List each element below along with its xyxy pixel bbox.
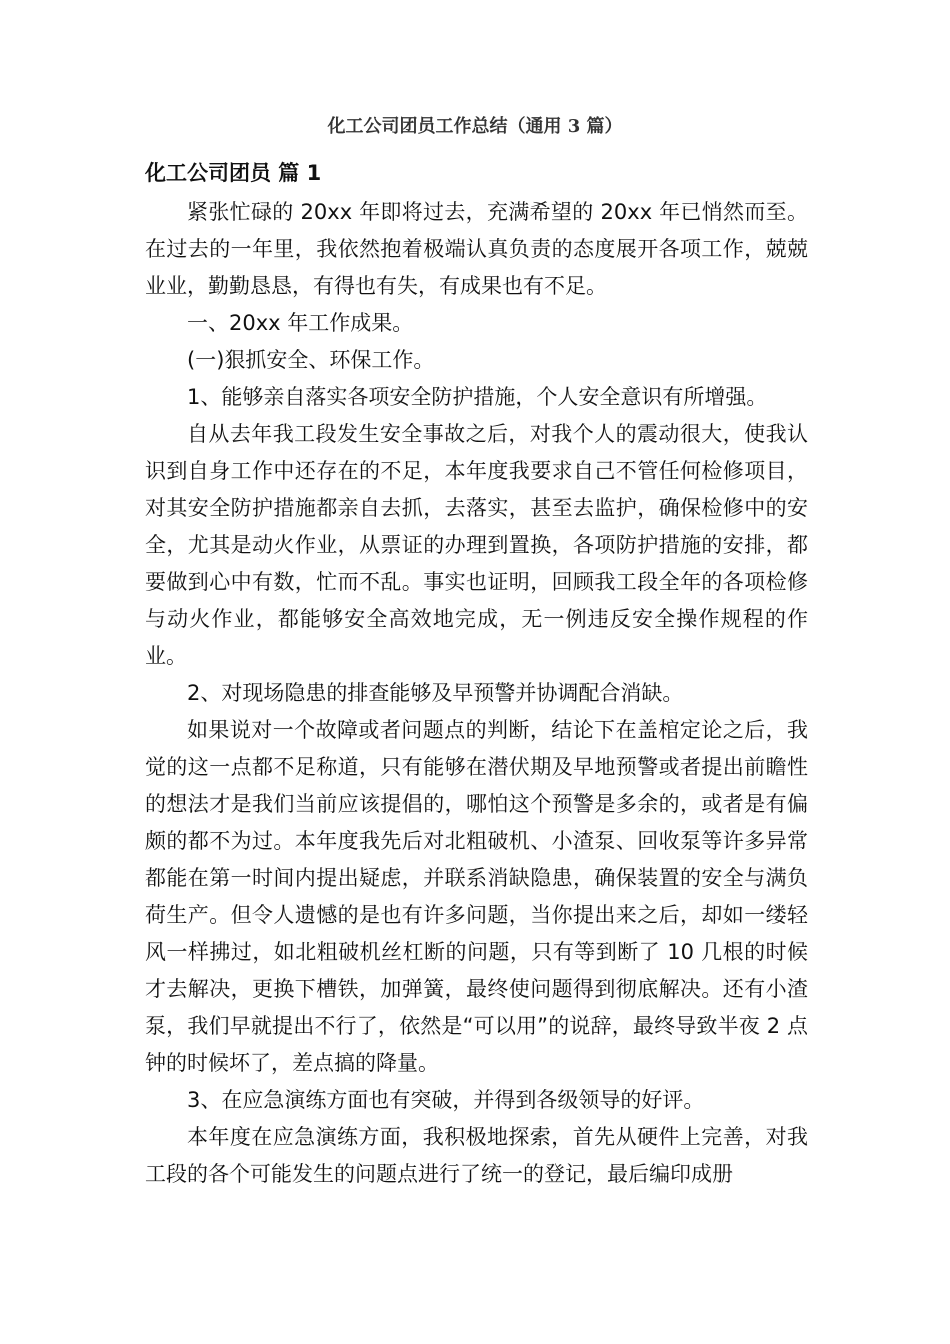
- document-title: 化工公司团员工作总结（通用 3 篇）: [327, 116, 623, 137]
- paragraph-heading-safety: (一)狠抓安全、环保工作。: [187, 348, 435, 372]
- document-body: [145, 194, 808, 1193]
- paragraph-intro: 紧张忙碌的 20xx 年即将过去，充满希望的 20xx 年已悄然而至。在过去的一年里，我依然抱着极端认真负责的态度展开各项工作，兢兢业业，勤勤恳恳，有得也有失，有成果也有不足。: [145, 200, 808, 298]
- paragraph-point-3: 3、在应急演练方面也有突破，并得到各级领导的好评。: [187, 1088, 705, 1112]
- paragraph-point-2: 2、对现场隐患的排查能够及早预警并协调配合消缺。: [187, 681, 684, 705]
- paragraph-point-3-detail: 本年度在应急演练方面，我积极地探索，首先从硬件上完善，对我工段的各个可能发生的问题点进行了统一的登记，最后编印成册: [145, 1125, 808, 1186]
- paragraph-point-1: 1、能够亲自落实各项安全防护措施，个人安全意识有所增强。: [187, 385, 768, 409]
- paragraph-point-1-detail: 自从去年我工段发生安全事故之后，对我个人的震动很大，使我认识到自身工作中还存在的不足，本年度我要求自己不管任何检修项目，对其安全防护措施都亲自去抓，去落实，甚至去监护，确保检修中的安全，尤其是动火作业，从票证的办理到置换，各项防护措施的安排，都要做到心中有数，忙而不乱。事实也证明，回顾我工段全年的各项检修与动火作业，都能够安全高效地完成，无一例违反安全操作规程的作业。: [145, 422, 808, 668]
- paragraph-heading-achievements: 一、20xx 年工作成果。: [187, 311, 414, 335]
- section-heading: 化工公司团员 篇 1: [145, 161, 322, 185]
- paragraph-point-2-detail: 如果说对一个故障或者问题点的判断，结论下在盖棺定论之后，我觉的这一点都不足称道，只有能够在潜伏期及早地预警或者提出前瞻性的想法才是我们当前应该提倡的，哪怕这个预警是多余的，或者是有偏颇的都不为过。本年度我先后对北粗破机、小渣泵、回收泵等许多异常都能在第一时间内提出疑虑，并联系消缺隐患，确保装置的安全与满负荷生产。但令人遗憾的是也有许多问题，当你提出来之后，却如一缕轻风一样拂过，如北粗破机丝杠断的问题，只有等到断了 10 几根的时候才去解决，更换下槽铁，加弹簧，最终使问题得到彻底解决。还有小渣泵，我们早就提出不行了，依然是“可以用”的说辞，最终导致半夜 2 点钟的时候坏了，差点搞的降量。: [145, 718, 808, 1075]
